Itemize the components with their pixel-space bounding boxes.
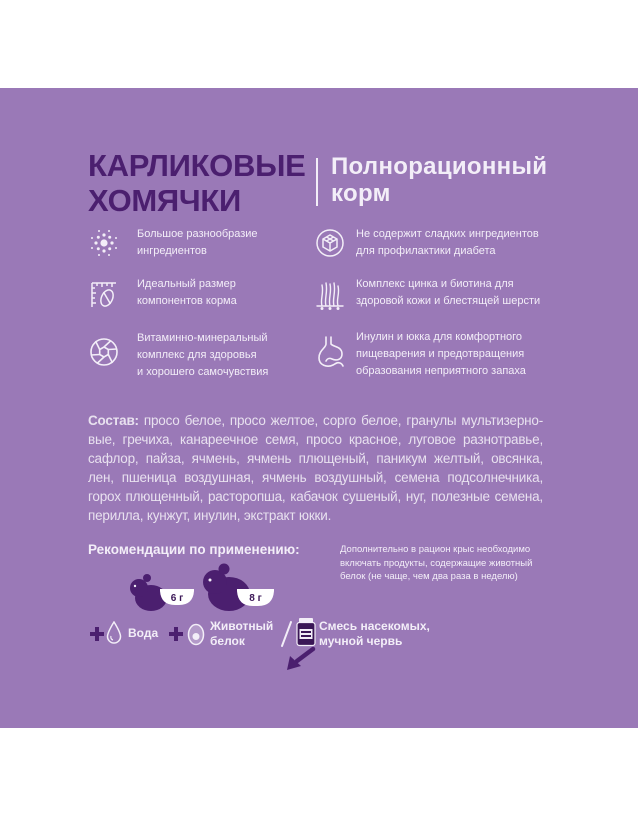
slash-separator [279, 620, 293, 648]
note-line: Дополнительно в рацион крыс необходимо [340, 544, 531, 555]
composition-line: перилла, кунжут, инулин, экстракт юкки. [88, 508, 332, 523]
composition-text: просо белое, просо желтое, сорго белое, гранулы мультизерно- [143, 413, 543, 428]
feature-sugar-text [356, 226, 539, 260]
feature-line: Витаминно-минеральный [137, 332, 268, 344]
composition-label: Состав: [88, 413, 139, 428]
title-divider [316, 158, 318, 206]
composition-line: горох плющенный, расторопша, кабачок сушеный, нуг, полезные семена, [88, 489, 543, 504]
protein-line: белок [210, 634, 245, 648]
pointer-arrow-icon [284, 645, 318, 673]
title-line-1: КАРЛИКОВЫЕ [88, 148, 306, 183]
insects-line: мучной червь [319, 634, 403, 648]
composition-line [88, 411, 543, 430]
feature-line: и хорошего самочувствия [137, 366, 269, 378]
ruler-seed-icon [89, 280, 119, 310]
insects-label [319, 619, 430, 649]
feature-line: Инулин и юкка для комфортного [356, 331, 523, 343]
composition-line: лен, пшеница воздушная, ячмень воздушный, семена подсолнечника, [88, 470, 543, 485]
feature-line: Не содержит сладких ингредиентов [356, 228, 539, 240]
note-line: включать продукты, содержащие животный [340, 557, 533, 569]
feature-digestion-text [356, 329, 526, 380]
protein-line: Животный [210, 619, 274, 633]
feature-line: компонентов корма [137, 295, 237, 307]
fur-hair-icon [314, 280, 346, 310]
composition-line: сафлор, пайза, ячмень, ячмень плющеный, паникум желтый, овсянка, [88, 451, 543, 466]
sugar-cube-icon [315, 228, 345, 258]
note-line: белок (не чаще, чем два раза в неделю) [340, 571, 518, 582]
large-hamster-icon [203, 564, 250, 612]
feature-line: комплекс для здоровья [137, 349, 257, 361]
feature-line: Комплекс цинка и биотина для [356, 278, 514, 290]
feature-line: Идеальный размер [137, 278, 236, 290]
vitamin-aperture-icon [89, 337, 119, 367]
feature-fur-text [356, 276, 540, 310]
egg-icon [187, 621, 205, 646]
small-portion-label: 6 г [170, 593, 184, 604]
feature-vitamin-text [137, 330, 268, 381]
composition-line: вые, гречиха, канареечное семя, просо красное, луговое разнотравье, [88, 432, 543, 447]
feature-line: для профилактики диабета [356, 245, 496, 257]
water-drop-icon [106, 621, 122, 645]
feature-line: пищеварения и предотвращения [356, 348, 525, 360]
insect-jar-icon [295, 617, 317, 647]
feature-size-text [137, 276, 237, 310]
variety-sparkle-icon [89, 228, 119, 258]
protein-label [210, 619, 273, 649]
water-label: Вода [128, 626, 159, 640]
feature-line: Большое разнообразие [137, 228, 258, 240]
stomach-icon [315, 335, 345, 369]
recommendations-heading: Рекомендации по применению: [88, 542, 300, 557]
plus-icon [90, 627, 104, 641]
feature-line: ингредиентов [137, 245, 207, 257]
insects-line: Смесь насекомых, [319, 619, 430, 633]
feature-variety-text [137, 226, 258, 260]
recommendations-note [340, 543, 532, 584]
feature-line: образования неприятного запаха [356, 365, 526, 377]
large-portion-label: 8 г [249, 593, 262, 604]
subtitle-line-1: Полнорационный [331, 153, 548, 180]
subtitle-line-2: корм [331, 180, 391, 207]
product-subtitle [331, 153, 547, 207]
plus-icon [169, 627, 183, 641]
feature-line: здоровой кожи и блестящей шерсти [356, 295, 541, 307]
title-line-2: ХОМЯЧКИ [88, 183, 241, 218]
product-title [88, 148, 306, 218]
composition-paragraph [88, 411, 543, 525]
portion-illustration [120, 555, 285, 615]
